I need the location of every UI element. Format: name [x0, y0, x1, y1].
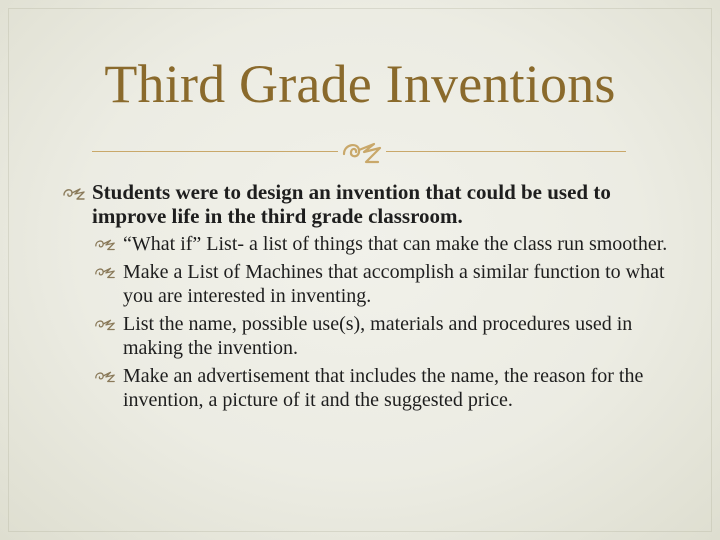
sub-bullet-text: Make an advertisement that includes the name, the reason for the invention, a picture of it and the suggested price.	[123, 365, 644, 411]
title-divider-left	[92, 151, 338, 152]
swirl-bullet-icon	[94, 317, 116, 331]
main-bullet-text: Students were to design an invention that could be used to improve life in the third grade classroom.	[92, 180, 611, 228]
swirl-bullet-icon	[94, 265, 116, 279]
swirl-ornament-icon	[340, 136, 384, 166]
main-bullet	[60, 180, 670, 228]
sub-bullet	[60, 364, 670, 412]
swirl-bullet-icon	[94, 369, 116, 383]
slide-title: Third Grade Inventions	[104, 54, 616, 114]
swirl-bullet-icon	[94, 237, 116, 251]
title-divider-right	[386, 151, 626, 152]
sub-bullet-text: “What if” List- a list of things that can make the class run smoother.	[123, 233, 668, 255]
sub-bullet	[60, 312, 670, 360]
sub-bullet-text: List the name, possible use(s), materials and procedures used in making the invention.	[123, 313, 633, 359]
swirl-bullet-icon	[62, 186, 86, 200]
sub-bullet	[60, 232, 670, 256]
sub-bullet	[60, 260, 670, 308]
sub-bullet-text: Make a List of Machines that accomplish a similar function to what you are interested in inventing.	[123, 261, 665, 307]
slide-content	[60, 180, 670, 416]
